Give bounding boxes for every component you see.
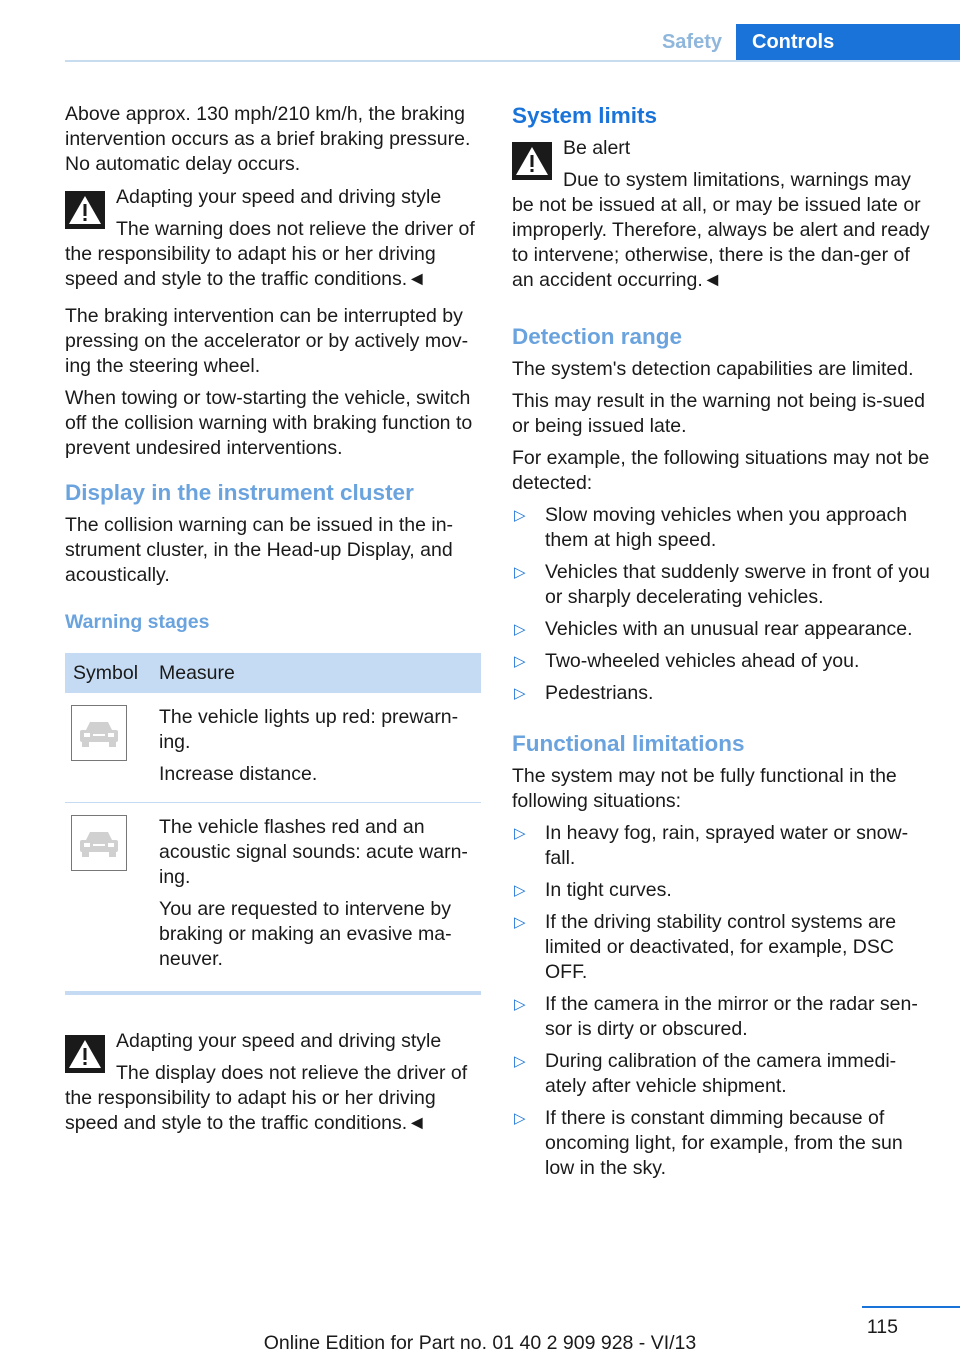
list-item: ▷ In tight curves. — [514, 879, 672, 901]
bullet-arrow-icon: ▷ — [514, 1053, 526, 1070]
list-item: ▷ Pedestrians. — [514, 682, 654, 704]
table-header-row — [65, 653, 481, 693]
undetected-situations-list — [512, 503, 930, 706]
tab-controls[interactable]: Controls — [736, 24, 960, 61]
measure-text: Increase distance. — [159, 763, 318, 785]
warning-box — [512, 136, 930, 293]
paragraph: For example, the following situations may not be detected: — [512, 447, 930, 494]
left-column — [65, 102, 481, 1148]
paragraph: The braking intervention can be interrupted by pressing on the accelerator or by actively mov‐ing the steering wheel. — [65, 305, 469, 377]
page-number-rule — [862, 1306, 960, 1308]
bullet-arrow-icon: ▷ — [514, 914, 526, 931]
section-heading: Display in the instrument cluster — [65, 480, 414, 505]
list-item: ▷ If the camera in the mirror or the radar sen‐sor is dirty or obscured. — [514, 993, 918, 1040]
warning-text: The display does not relieve the driver of the responsibility to adapt his or her driving speed and style to the traffic conditions.◄ — [65, 1062, 468, 1134]
list-item: ▷ If the driving stability control systems are limited or deactivated, for example, DSC OFF. — [514, 911, 897, 983]
bullet-arrow-icon: ▷ — [514, 1110, 526, 1127]
page-number: 115 — [866, 1316, 898, 1338]
warning-triangle-icon — [512, 142, 552, 180]
warning-triangle-icon — [65, 1035, 105, 1073]
header-rule — [65, 60, 960, 62]
list-item: ▷ In heavy fog, rain, sprayed water or snow‐fall. — [514, 822, 909, 869]
bullet-arrow-icon: ▷ — [514, 825, 526, 842]
table-row — [65, 803, 481, 994]
functional-limitations-list — [512, 821, 930, 1181]
warning-text: Due to system limitations, warnings may be not be issued at all, or may be issued late or improperly. Therefore, always be alert and ready to intervene; otherwise, there is the dan‐ger of an accident occurring.◄ — [512, 169, 930, 291]
warning-title: Be alert — [563, 137, 631, 159]
edition-footer: Online Edition for Part no. 01 40 2 909 928 - VI/13 — [263, 1332, 697, 1354]
bullet-arrow-icon: ▷ — [514, 882, 526, 899]
list-item: ▷ Vehicles that suddenly swerve in front of you or sharply decelerating vehicles. — [514, 561, 930, 608]
warning-box — [65, 185, 481, 292]
section-heading: System limits — [512, 103, 658, 128]
list-item: ▷ Two-wheeled vehicles ahead of you. — [514, 650, 860, 672]
measure-text: You are requested to intervene by braking or making an evasive ma‐neuver. — [159, 898, 452, 970]
bullet-arrow-icon: ▷ — [514, 653, 526, 670]
column-header-measure: Measure — [151, 653, 481, 693]
warning-title: Adapting your speed and driving style — [116, 1030, 442, 1052]
list-item: ▷ If there is constant dimming because of oncoming light, for example, from the sun low in the sky. — [514, 1107, 903, 1179]
paragraph: Above approx. 130 mph/210 km/h, the braking intervention occurs as a brief braking pressure. No automatic delay occurs. — [65, 103, 471, 175]
warning-triangle-icon — [65, 191, 105, 229]
measure-text: The vehicle flashes red and an acoustic signal sounds: acute warn‐ing. — [159, 816, 468, 888]
section-heading: Functional limitations — [512, 731, 745, 756]
list-item: ▷ Vehicles with an unusual rear appearance. — [514, 618, 913, 640]
table-row — [65, 693, 481, 803]
subsection-heading: Warning stages — [65, 611, 210, 633]
list-item: ▷ Slow moving vehicles when you approach them at high speed. — [514, 504, 908, 551]
column-header-symbol: Symbol — [65, 653, 151, 693]
warning-text: The warning does not relieve the driver of the responsibility to adapt his or her driving speed and style to the traffic conditions.◄ — [65, 218, 475, 290]
right-column — [512, 102, 930, 1191]
warning-stages-table — [65, 653, 481, 995]
paragraph: The collision warning can be issued in the in‐strument cluster, in the Head-up Display, and acoustically. — [65, 514, 454, 586]
bullet-arrow-icon: ▷ — [514, 564, 526, 581]
bullet-arrow-icon: ▷ — [514, 685, 526, 702]
measure-text: The vehicle lights up red: prewarn‐ing. — [159, 706, 459, 753]
paragraph: When towing or tow-starting the vehicle, switch off the collision warning with braking function to prevent undesired interventions. — [65, 387, 473, 459]
paragraph: The system's detection capabilities are limited. — [512, 358, 914, 380]
list-item: ▷ During calibration of the camera immedi‐ately after vehicle shipment. — [514, 1050, 897, 1097]
bullet-arrow-icon: ▷ — [514, 621, 526, 638]
paragraph: The system may not be fully functional in the following situations: — [512, 765, 897, 812]
warning-box — [65, 1029, 481, 1136]
tab-safety[interactable]: Safety — [661, 31, 722, 53]
section-heading: Detection range — [512, 324, 683, 349]
bullet-arrow-icon: ▷ — [514, 996, 526, 1013]
warning-title: Adapting your speed and driving style — [116, 186, 442, 208]
vehicle-warning-icon — [71, 815, 127, 871]
paragraph: This may result in the warning not being is‐sued or being issued late. — [512, 390, 925, 437]
vehicle-warning-icon — [71, 705, 127, 761]
bullet-arrow-icon: ▷ — [514, 507, 526, 524]
